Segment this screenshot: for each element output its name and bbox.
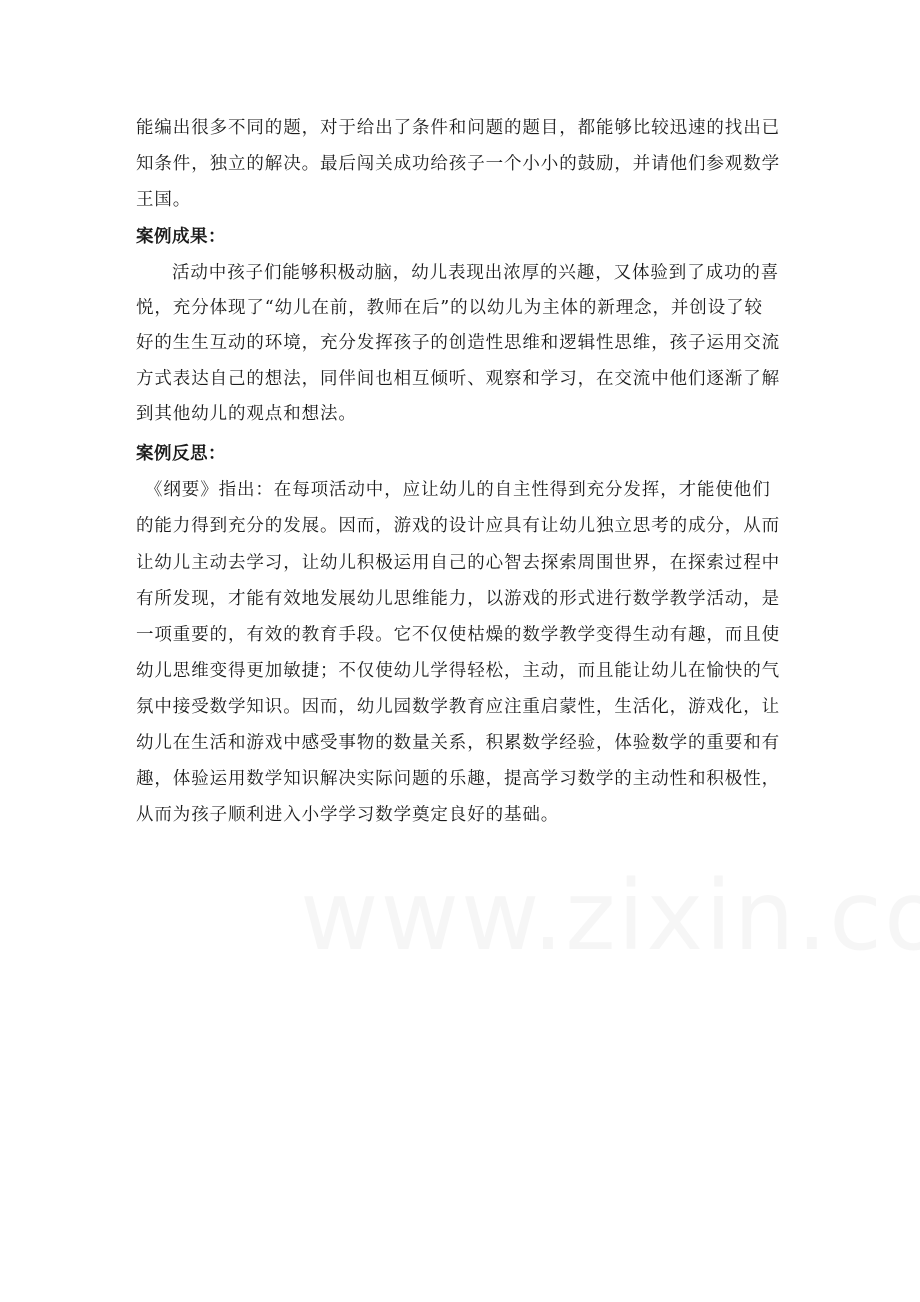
watermark-text [300, 860, 920, 972]
reflection-line-7: 氛中接受数学知识。因而，幼儿园数学教育应注重启蒙性，生活化，游戏化，让 [136, 697, 780, 717]
reflection-line-10: 从而为孩子顺利进入小学学习数学奠定良好的基础。 [136, 805, 560, 825]
results-line-4: 方式表达自己的想法，同伴间也相互倾听、观察和学习，在交流中他们逐渐了解 [136, 369, 780, 389]
results-heading: 案例成果： [136, 227, 226, 247]
reflection-line-8: 幼儿在生活和游戏中感受事物的数量关系，积累数学经验，体验数学的重要和有 [136, 733, 780, 753]
results-line-5: 到其他幼儿的观点和想法。 [136, 404, 357, 424]
reflection-line-4: 有所发现，才能有效地发展幼儿思维能力，以游戏的形式进行数学教学活动，是 [136, 589, 780, 609]
reflection-line-6: 幼儿思维变得更加敏捷；不仅使幼儿学得轻松，主动，而且能让幼儿在愉快的气 [136, 661, 780, 681]
intro-line-1: 能编出很多不同的题，对于给出了条件和问题的题目，都能够比较迅速的找出已 [136, 118, 780, 138]
reflection-line-3: 让幼儿主动去学习，让幼儿积极运用自己的心智去探索周围世界，在探索过程中 [136, 553, 780, 573]
reflection-line-2: 的能力得到充分的发展。因而，游戏的设计应具有让幼儿独立思考的成分，从而 [136, 516, 780, 536]
results-line-1: 活动中孩子们能够积极动脑，幼儿表现出浓厚的兴趣，又体验到了成功的喜 [172, 263, 780, 283]
results-line-2: 悦，充分体现了“幼儿在前，教师在后”的以幼儿为主体的新理念，并创设了较 [136, 298, 763, 318]
intro-line-2: 知条件，独立的解决。最后闯关成功给孩子一个小小的鼓励，并请他们参观数学 [136, 154, 780, 174]
intro-line-3: 王国。 [136, 190, 192, 210]
reflection-line-9: 趣，体验运用数学知识解决实际问题的乐趣，提高学习数学的主动性和积极性， [136, 769, 780, 789]
reflection-line-1: 《纲要》指出：在每项活动中，应让幼儿的自主性得到充分发挥，才能使他们 [145, 480, 771, 500]
reflection-line-5: 一项重要的，有效的教育手段。它不仅使枯燥的数学教学变得生动有趣，而且使 [136, 625, 780, 645]
reflection-heading: 案例反思： [136, 444, 226, 464]
results-line-3: 好的生生互动的环境，充分发挥孩子的创造性思维和逻辑性思维，孩子运用交流 [136, 333, 780, 353]
